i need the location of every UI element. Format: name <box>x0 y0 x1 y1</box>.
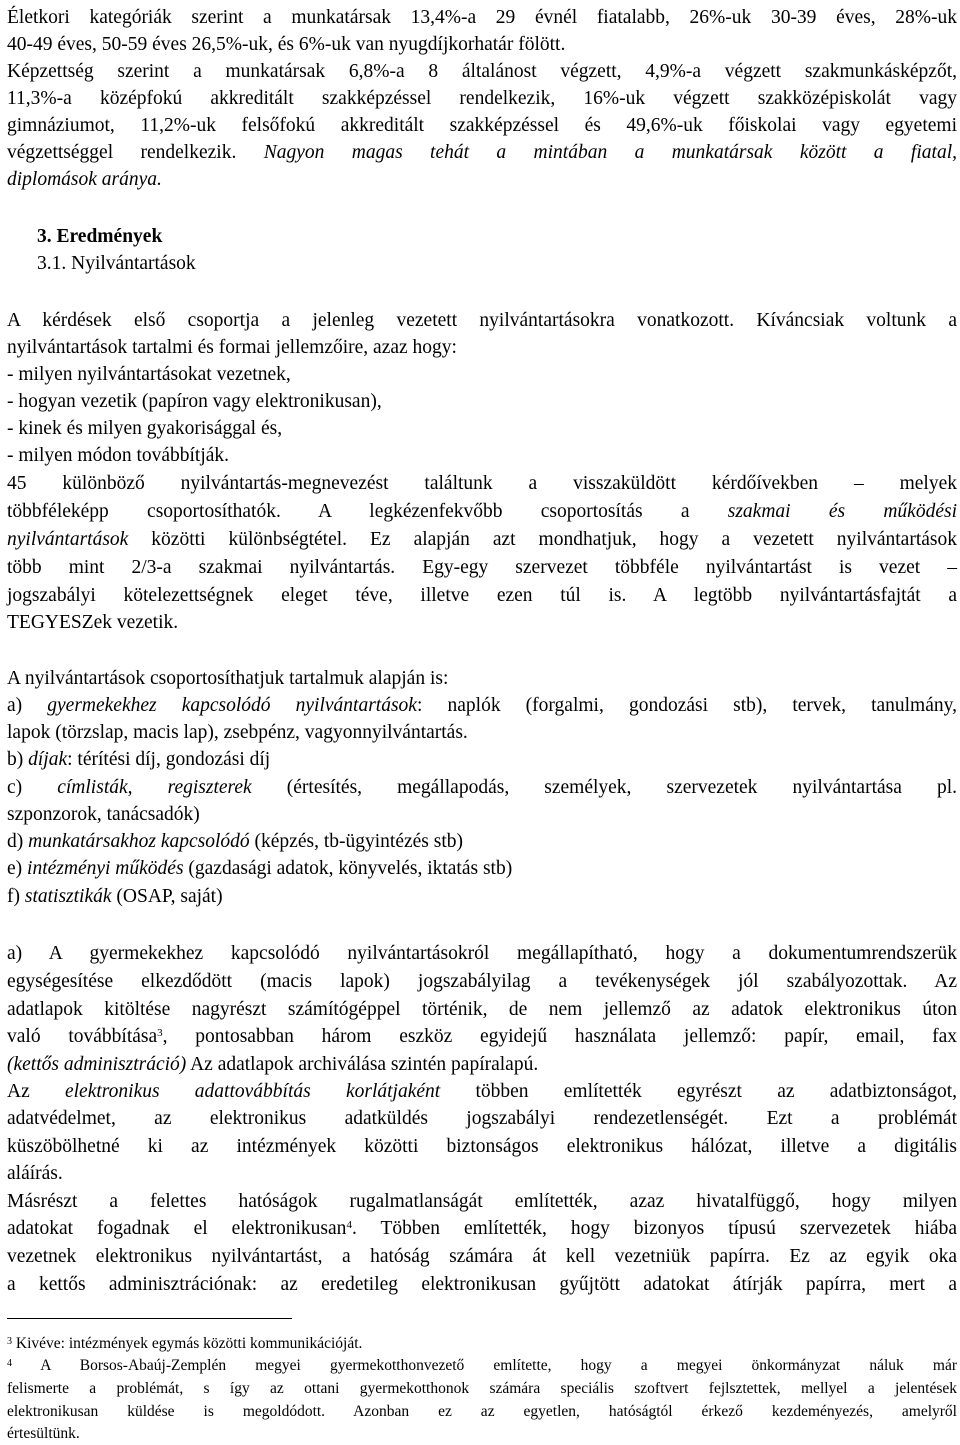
paragraph-line <box>7 166 957 193</box>
text-span: (gazdasági adatok, könyvelés, iktatás stb) <box>183 858 513 879</box>
list-item <box>7 746 957 773</box>
footnote-text: Kivéve: intézmények egymás közötti kommunikációját. <box>12 1335 363 1352</box>
paragraph-line <box>7 526 957 553</box>
text-span: többen említették egyrészt az adatbiztonságot, <box>440 1081 957 1102</box>
text-span: adatokat fogadnak el elektronikusan <box>7 1218 347 1239</box>
list-item <box>7 883 957 910</box>
text-span: , pontosabban három eszköz egyidejű használata jellemző: papír, email, fax <box>162 1026 957 1047</box>
list-item-continuation: lapok (törzslap, macis lap), zsebpénz, vagyonnyilvántartás. <box>7 722 468 743</box>
list-marker: e) <box>7 858 28 879</box>
italic-span: statisztikák <box>24 886 112 907</box>
list-marker: f) <box>7 886 25 907</box>
text-span: : naplók (forgalmi, gondozási stb), tervek, tanulmány, <box>416 695 957 716</box>
footnote <box>7 1354 957 1377</box>
paragraph-line: aláírás. <box>7 1163 63 1184</box>
paragraph-line <box>7 1051 957 1078</box>
footnote-line: elektronikusan küldése is megoldódott. Azonban ez az egyetlen, hatóságtól érkező kezdeményezés, amelyről <box>7 1403 957 1420</box>
paragraph-line: vezetnek elektronikus nyilvántartást, a hatóság számára át kell vezetniük papírra. Ez az egyik oka <box>7 1246 957 1267</box>
list-item: - hogyan vezetik (papíron vagy elektronikusan), <box>7 391 382 412</box>
paragraph-line: adatvédelmet, az elektronikus adatküldés jogszabályi rendezetlenségét. Ezt a problémát <box>7 1108 957 1129</box>
italic-span: elektronikus adattovábbítás korlátjaként <box>64 1081 441 1102</box>
paragraph-line: Életkori kategóriák szerint a munkatársak 13,4%-a 29 évnél fiatalabb, 26%-uk 30-39 éves, 28%-uk <box>7 7 957 28</box>
italic-span: díjak <box>28 749 68 770</box>
paragraph-line: A kérdések első csoportja a jelenleg vezetett nyilvántartásokra vonatkozott. Kíváncsiak voltunk a <box>7 310 957 331</box>
text-span: (értesítés, megállapodás, személyek, szervezetek nyilvántartása pl. <box>251 777 957 798</box>
text-span: : térítési díj, gondozási díj <box>67 749 271 770</box>
paragraph-line <box>7 139 957 166</box>
footnote <box>7 1332 957 1355</box>
footnote-marker: 3 <box>7 1336 12 1347</box>
list-marker: b) <box>7 749 29 770</box>
paragraph-line: adatlapok kitöltése nagyrészt számítógéppel történik, de nem jellemző az adatok elektronikus úton <box>7 999 957 1020</box>
italic-span: diplomások aránya. <box>7 169 162 190</box>
paragraph-line <box>7 1078 957 1105</box>
paragraph-line <box>7 1215 957 1242</box>
italic-span: intézményi működés <box>27 858 184 879</box>
paragraph-line: Másrészt a felettes hatóságok rugalmatlanságát említették, azaz hivatalfüggő, hogy milyen <box>7 1191 957 1212</box>
text-span: Az <box>7 1081 65 1102</box>
footnote-marker: 4 <box>7 1358 12 1369</box>
section-heading: 3. Eredmények <box>37 226 163 247</box>
paragraph-line: a) A gyermekekhez kapcsolódó nyilvántartásokról megállapítható, hogy a dokumentumrendszerük <box>7 943 957 964</box>
list-item: - milyen nyilvántartásokat vezetnek, <box>7 364 291 385</box>
text-span: . Többen említették, hogy bizonyos típusú szervezetek hiába <box>351 1218 957 1239</box>
paragraph-line: 11,3%-a középfokú akkreditált szakképzéssel rendelkezik, 16%-uk végzett szakközépiskolát vagy <box>7 88 957 109</box>
paragraph-line <box>7 498 957 525</box>
italic-span: gyermekekhez kapcsolódó nyilvántartások <box>47 695 417 716</box>
italic-span: szakmai és működési <box>727 501 957 522</box>
footnote-line: értesültünk. <box>7 1425 80 1442</box>
italic-span: Nagyon magas tehát a mintában a munkatársak között a fiatal, <box>263 142 957 163</box>
text-span: többféleképp csoportosíthatók. A legkézenfekvőbb csoportosítás a <box>7 501 728 522</box>
paragraph-line: gimnáziumot, 11,2%-uk felsőfokú akkreditált szakképzéssel és 49,6%-uk főiskolai vagy egyetemi <box>7 115 957 136</box>
list-item: - milyen módon továbbítják. <box>7 445 230 466</box>
paragraph-line: 45 különböző nyilvántartás-megnevezést találtunk a visszaküldött kérdőívekben – melyek <box>7 473 957 494</box>
paragraph-line: jogszabályi kötelezettségnek eleget téve, illetve ezen túl is. A legtöbb nyilvántartásfajtát a <box>7 585 957 606</box>
list-item <box>7 855 957 882</box>
paragraph-line: több mint 2/3-a szakmai nyilvántartás. Egy-egy szervezet többféle nyilvántartást is vezet – <box>7 557 957 578</box>
list-item-continuation: szponzorok, tanácsadók) <box>7 804 200 825</box>
text-span: való továbbítása <box>7 1026 158 1047</box>
footnote-separator <box>7 1318 292 1319</box>
footnote-reference: 4 <box>346 1219 352 1231</box>
text-span: (képzés, tb-ügyintézés stb) <box>249 831 464 852</box>
italic-span: munkatársakhoz kapcsolódó <box>28 831 250 852</box>
italic-span: címlisták, regiszterek <box>57 777 252 798</box>
text-span: közötti különbségtétel. Ez alapján azt mondhatjuk, hogy a vezetett nyilvántartások <box>128 529 957 550</box>
text-span: Az adatlapok archiválása szintén papíralapú. <box>186 1054 539 1075</box>
paragraph-line: A nyilvántartások csoportosíthatjuk tartalmuk alapján is: <box>7 668 449 689</box>
paragraph-line: küszöbölhetné ki az intézmények közötti biztonságos elektronikus hálózat, illetve a digitális <box>7 1136 957 1157</box>
list-item <box>7 774 957 801</box>
list-item: - kinek és milyen gyakorisággal és, <box>7 418 283 439</box>
list-marker: a) <box>7 695 48 716</box>
paragraph-line: Képzettség szerint a munkatársak 6,8%-a 8 általánost végzett, 4,9%-a végzett szakmunkásképzőt, <box>7 61 957 82</box>
list-item <box>7 692 957 719</box>
paragraph-line: nyilvántartások tartalmi és formai jellemzőire, azaz hogy: <box>7 337 457 358</box>
list-item <box>7 828 957 855</box>
italic-span: (kettős adminisztráció) <box>7 1054 187 1075</box>
text-span: végzettséggel rendelkezik. <box>7 142 264 163</box>
list-marker: c) <box>7 777 58 798</box>
footnote-reference: 3 <box>157 1027 163 1039</box>
footnote-text: A Borsos-Abaúj-Zemplén megyei gyermekotthonvezető említette, hogy a megyei önkormányzat náluk már <box>12 1357 957 1374</box>
paragraph-line: egységesítése elkezdődött (macis lapok) jogszabályilag a tevékenységek jól szabályozottak. Az <box>7 971 957 992</box>
paragraph-line: 40-49 éves, 50-59 éves 26,5%-uk, és 6%-uk van nyugdíjkorhatár fölött. <box>7 34 566 55</box>
paragraph-line: TEGYESZek vezetik. <box>7 612 179 633</box>
text-span: (OSAP, saját) <box>111 886 223 907</box>
subsection-heading: 3.1. Nyilvántartások <box>37 253 196 274</box>
paragraph-line: a kettős adminisztrációnak: az eredetileg elektronikusan gyűjtött adatokat átírják papírra, mert a <box>7 1274 957 1295</box>
italic-span: nyilvántartások <box>7 529 129 550</box>
paragraph-line <box>7 1023 957 1050</box>
footnote-line: felismerte a problémát, s így az ottani gyermekotthonok számára speciális szoftvert fejlsztettek, mellyel a jelentések <box>7 1380 957 1397</box>
list-marker: d) <box>7 831 29 852</box>
